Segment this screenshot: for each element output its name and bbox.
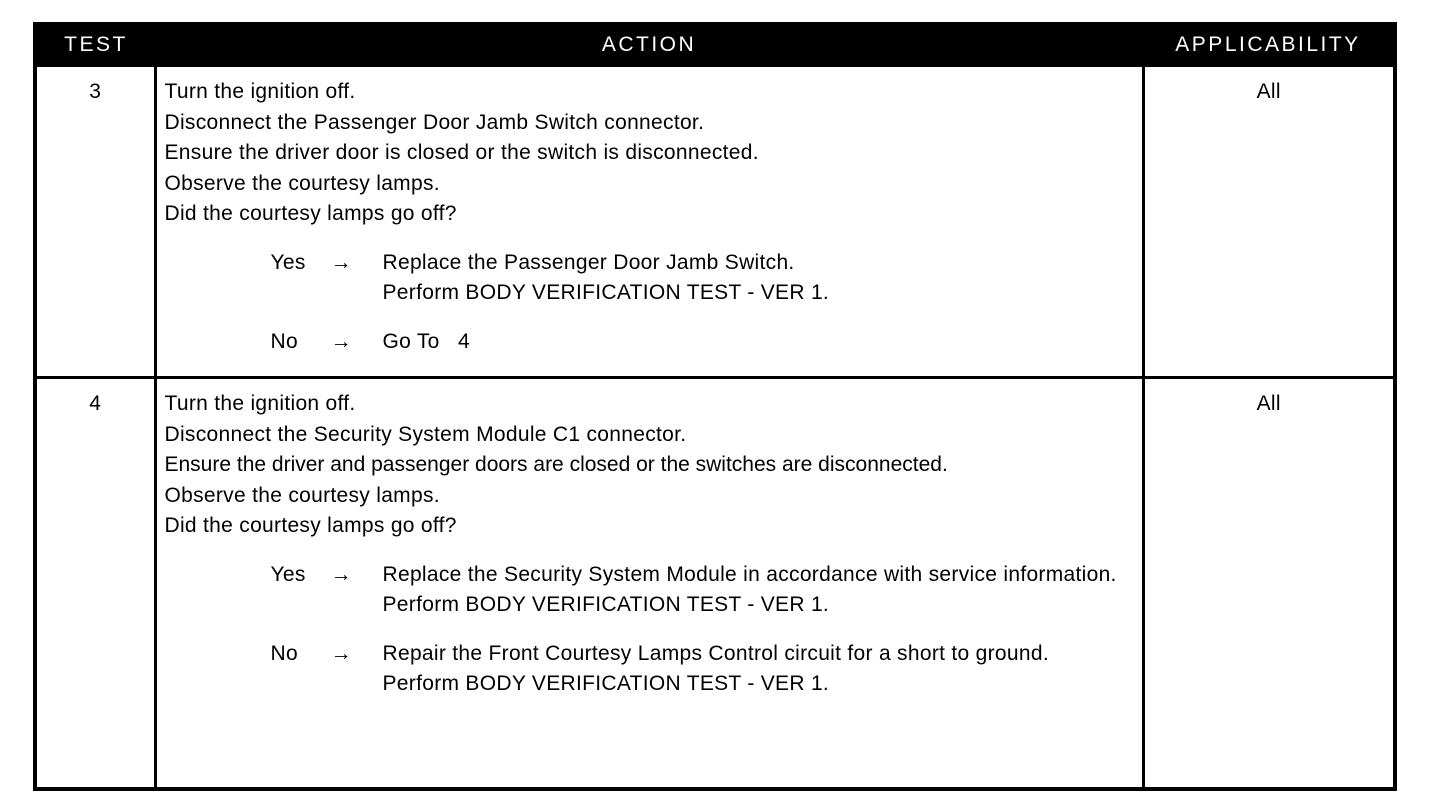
yes-text xyxy=(383,560,1136,621)
no-result xyxy=(271,639,1136,700)
result-line: Perform BODY VERIFICATION TEST - VER 1. xyxy=(382,281,830,304)
yes-label: Yes xyxy=(270,562,306,586)
yes-label: Yes xyxy=(270,250,306,274)
yes-text xyxy=(383,248,1136,309)
no-label: No xyxy=(270,641,298,665)
action-step: Did the courtesy lamps go off? xyxy=(164,514,457,537)
action-cell xyxy=(155,378,1143,790)
result-line: Repair the Front Courtesy Lamps Control circuit for a short to ground. xyxy=(382,641,1049,665)
table-row xyxy=(35,378,1395,790)
action-step: Turn the ignition off. xyxy=(164,80,356,103)
right-arrow-icon: → xyxy=(330,562,352,586)
action-step: Turn the ignition off. xyxy=(164,392,356,415)
result-line: Perform BODY VERIFICATION TEST - VER 1. xyxy=(382,672,830,695)
applicability-cell: All xyxy=(1143,66,1395,378)
test-number: 4 xyxy=(35,378,155,790)
action-step: Disconnect the Passenger Door Jamb Switch connector. xyxy=(164,110,705,134)
result-line: Perform BODY VERIFICATION TEST - VER 1. xyxy=(382,593,830,616)
no-text xyxy=(383,639,1136,700)
no-text xyxy=(383,327,1136,358)
yes-result xyxy=(271,248,1136,309)
action-step: Ensure the driver door is closed or the switch is disconnected. xyxy=(164,141,759,164)
test-number: 3 xyxy=(35,66,155,378)
no-result xyxy=(271,327,1136,358)
no-label: No xyxy=(270,329,298,353)
right-arrow-icon: → xyxy=(330,329,352,353)
right-arrow-icon: → xyxy=(330,250,352,274)
action-step: Ensure the driver and passenger doors are closed or the switches are disconnected. xyxy=(164,453,948,476)
table-header-row xyxy=(35,24,1395,66)
applicability-cell: All xyxy=(1143,378,1395,790)
right-arrow-icon: → xyxy=(330,641,352,665)
table-row xyxy=(35,66,1395,378)
action-cell xyxy=(155,66,1143,378)
header-applicability: APPLICABILITY xyxy=(1143,24,1395,66)
action-step: Did the courtesy lamps go off? xyxy=(164,202,457,225)
result-line: Go To 4 xyxy=(382,329,471,353)
diagnostic-test-table xyxy=(33,22,1397,791)
header-test: TEST xyxy=(35,24,155,66)
yes-result xyxy=(271,560,1136,621)
action-step: Disconnect the Security System Module C1 connector. xyxy=(164,422,687,446)
header-action: ACTION xyxy=(155,24,1143,66)
result-line: Replace the Passenger Door Jamb Switch. xyxy=(382,250,795,274)
result-line: Replace the Security System Module in accordance with service information. xyxy=(382,562,1117,586)
action-step: Observe the courtesy lamps. xyxy=(164,171,440,195)
action-step: Observe the courtesy lamps. xyxy=(164,483,440,507)
